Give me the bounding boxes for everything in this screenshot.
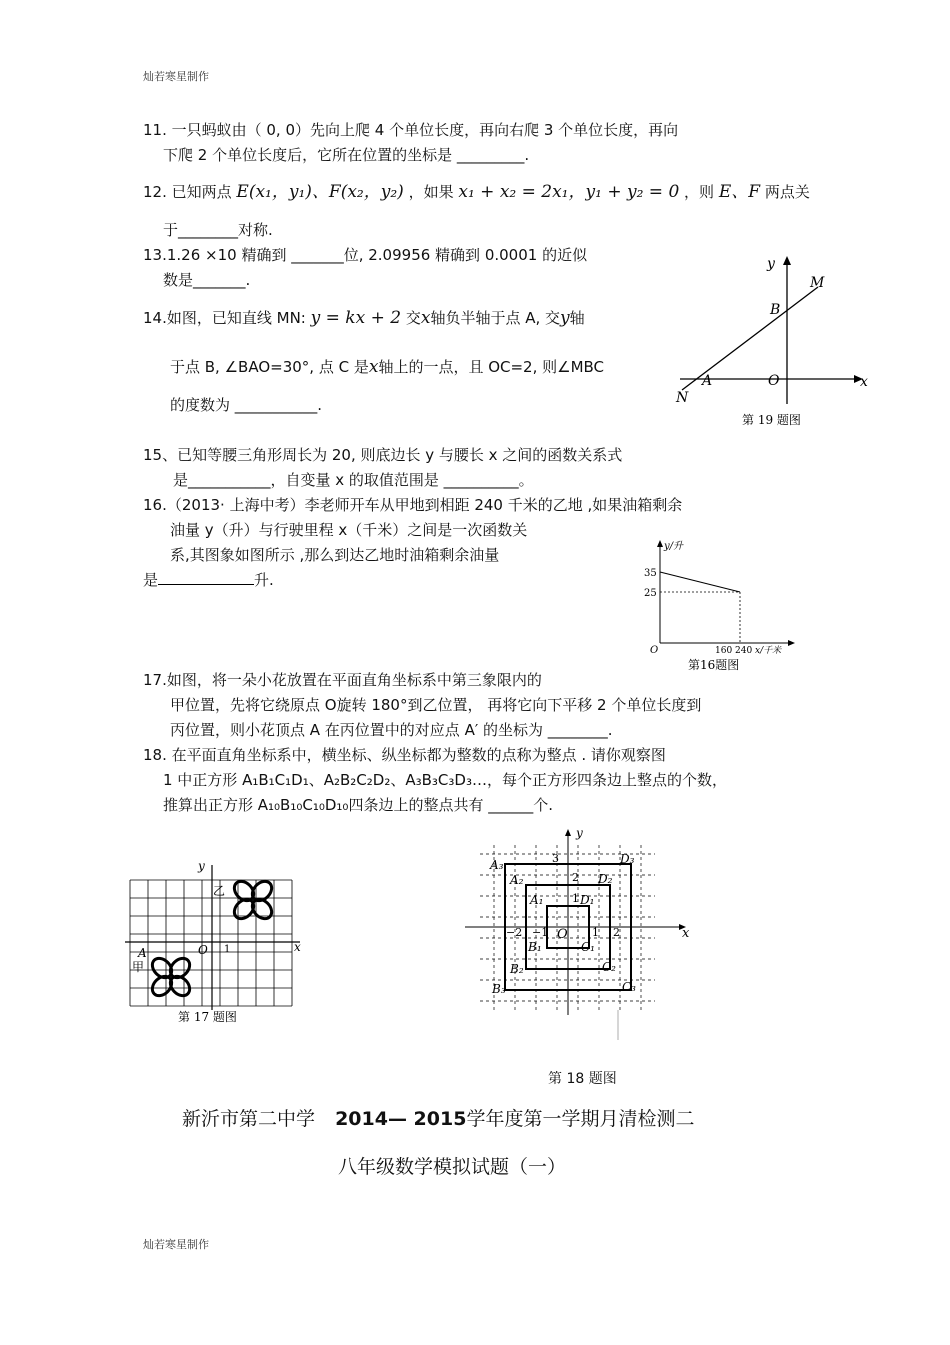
fig18-label-b2: B₂ (510, 962, 524, 976)
fig19-y-arrow (783, 256, 791, 265)
fig18-label-d2: D₂ (598, 872, 613, 886)
fig19-caption: 第 19 题图 (742, 413, 801, 427)
q12-suffix-a: ，则 (684, 183, 715, 201)
fig18-tick-y1: 1 (572, 892, 579, 905)
q16-line4a: 是 (143, 571, 159, 589)
q14-math-x2: x (368, 357, 379, 377)
fig18-label-d1: D₁ (580, 893, 595, 907)
q12-line2: 于________对称. (163, 221, 273, 239)
fig18-label-x: x (682, 926, 690, 941)
fig16-x-arrow (788, 640, 795, 646)
q12-math-condition: x₁ + x₂ = 2x₁，y₁ + y₂ = 0 (458, 182, 680, 202)
q16-line1: 16.（2013· 上海中考）李老师开车从甲地到相距 240 千米的乙地 ,如果油箱剩余 (143, 496, 683, 514)
fig18-tick-xm2: −2 (506, 926, 523, 939)
fig17-label-yi: 乙 (213, 884, 226, 898)
fig19-label-m: M (810, 275, 825, 291)
q12-math-ef: E、F (718, 182, 761, 202)
fig18-label-b1: B₁ (528, 940, 542, 954)
q14-suffix: 交 (405, 309, 421, 327)
q14-math-y: y (560, 308, 570, 328)
fig18-label-c1: C₁ (581, 940, 595, 954)
fig19-label-b: B (770, 302, 781, 318)
fig16-origin: O (650, 645, 659, 656)
q14-line3: 的度数为 ___________. (170, 396, 323, 414)
fig19-label-a: A (702, 373, 713, 389)
fig18-tick-xm1: −1 (532, 926, 549, 939)
fig18-label-a2: A₂ (510, 873, 524, 887)
fig16-y-arrow (657, 540, 663, 547)
q16-line4 (143, 570, 274, 590)
q12-middle: ，如果 (408, 183, 454, 201)
exam-years: 2014— 2015 (335, 1108, 467, 1130)
exam-school: 新沂市第二中学 (182, 1108, 316, 1130)
q14-line2 (170, 357, 604, 377)
fig18-tick-y2: 2 (572, 871, 579, 884)
fig18-y-arrow (565, 829, 571, 836)
q14-suffix2: 轴负半轴于点 A, 交 (430, 309, 561, 327)
fig18-label-c3: C₃ (622, 980, 636, 994)
figure-17 (120, 855, 310, 1030)
fig17-flower-jia (149, 955, 194, 1000)
exam-term: 学年度第一学期月清检测二 (466, 1108, 695, 1130)
q14-prefix: 14.如图，已知直线 MN: (143, 309, 306, 327)
fig17-label-o: O (198, 943, 208, 957)
q14-line2a: 于点 B, ∠BAO=30°, 点 C 是 (170, 358, 369, 376)
fig18-label-o: O (557, 927, 568, 942)
q13-line1: 13.1.26 ×10 精确到 _______位, 2.09956 精确到 0.0001 的近似 (143, 246, 588, 264)
q14-math-x: x (420, 308, 431, 328)
q15-line1: 15、已知等腰三角形周长为 20, 则底边长 y 与腰长 x 之间的函数关系式 (143, 446, 623, 464)
q14-line2b: 轴上的一点，且 OC=2, 则∠MBC (378, 358, 605, 376)
fig19-label-y: y (767, 256, 775, 272)
fig17-label-jia: 甲 (132, 960, 145, 974)
q16-line4b: 升. (254, 571, 274, 589)
fig17-label-a: A (138, 946, 147, 960)
fig17-label-one: 1 (224, 944, 231, 955)
q11-line1: 11. 一只蚂蚁由（ 0, 0）先向上爬 4 个单位长度，再向右爬 3 个单位长度，再向 (143, 121, 679, 139)
fig16-x240: 240 (735, 646, 753, 656)
fig18-caption: 第 18 题图 (548, 1071, 617, 1087)
watermark-top: 灿若寒星制作 (143, 70, 209, 83)
q12-line1 (143, 182, 810, 202)
figure-18 (460, 825, 700, 1090)
q12-prefix: 12. 已知两点 (143, 183, 232, 201)
fig16-caption: 第16题图 (688, 658, 740, 672)
fig17-grid (130, 880, 292, 1006)
fig16-x160: 160 (715, 646, 733, 656)
q11-line2: 下爬 2 个单位长度后，它所在位置的坐标是 _________. (163, 146, 530, 164)
exam-title (182, 1104, 694, 1131)
fig19-label-o: O (768, 373, 780, 389)
fig18-label-a1: A₁ (530, 893, 544, 907)
q18-line1: 18. 在平面直角坐标系中，横坐标、纵坐标都为整数的点称为整点 . 请你观察图 (143, 746, 666, 764)
q16-line3: 系,其图象如图所示 ,那么到达乙地时油箱剩余油量 (170, 546, 500, 564)
q16-line2: 油量 y（升）与行驶里程 x（千米）之间是一次函数关 (170, 521, 528, 539)
fig16-y35: 35 (644, 568, 657, 579)
q14-math-eq: y = kx + 2 (310, 308, 402, 328)
q12-math-points: E(x₁，y₁)、F(x₂，y₂) (236, 182, 404, 202)
fig18-label-c2: C₂ (602, 960, 616, 974)
q17-line2: 甲位置，先将它绕原点 O旋转 180°到乙位置， 再将它向下平移 2 个单位长度到 (170, 696, 702, 714)
q12-suffix-b: 两点关 (764, 183, 810, 201)
fig16-y25: 25 (644, 588, 657, 599)
fig16-line-segment (660, 572, 740, 592)
q17-line3: 丙位置，则小花顶点 A 在丙位置中的对应点 A′ 的坐标为 ________. (170, 721, 613, 739)
fig16-ylabel: y/升 (664, 541, 684, 552)
watermark-bottom: 灿若寒星制作 (143, 1238, 209, 1251)
fig18-label-d3: D₃ (620, 852, 635, 866)
fig18-label-b3: B₃ (492, 982, 506, 996)
q18-line2: 1 中正方形 A₁B₁C₁D₁、A₂B₂C₂D₂、A₃B₃C₃D₃…，每个正方形四条边上整点的个数， (163, 771, 727, 789)
q15-line2: 是___________，自变量 x 的取值范围是 __________。 (173, 471, 534, 489)
q17-line1: 17.如图，将一朵小花放置在平面直角坐标系中第三象限内的 (143, 671, 542, 689)
fig18-label-y: y (576, 826, 583, 840)
q18-line3: 推算出正方形 A₁₀B₁₀C₁₀D₁₀四条边上的整点共有 ______个. (163, 796, 553, 814)
fig18-tick-y3: 3 (552, 852, 559, 865)
fig17-label-y: y (198, 859, 205, 873)
fig17-caption: 第 17 题图 (178, 1010, 237, 1024)
figure-16 (640, 535, 800, 675)
q14-line1 (143, 308, 585, 328)
fig17-label-x: x (294, 940, 301, 954)
q16-answer-blank (158, 570, 254, 585)
fig18-label-a3: A₃ (490, 858, 504, 872)
exam-subtitle: 八年级数学模拟试题（一） (338, 1156, 567, 1178)
q13-line2: 数是_______. (163, 271, 251, 289)
fig18-tick-x1: 1 (592, 926, 599, 939)
fig19-label-n: N (676, 390, 689, 406)
fig18-tick-x2: 2 (613, 926, 620, 939)
fig19-label-x: x (860, 374, 868, 390)
q14-suffix3: 轴 (569, 309, 585, 327)
figure-19 (670, 252, 880, 432)
fig16-xlabel: x/千米 (755, 646, 782, 656)
